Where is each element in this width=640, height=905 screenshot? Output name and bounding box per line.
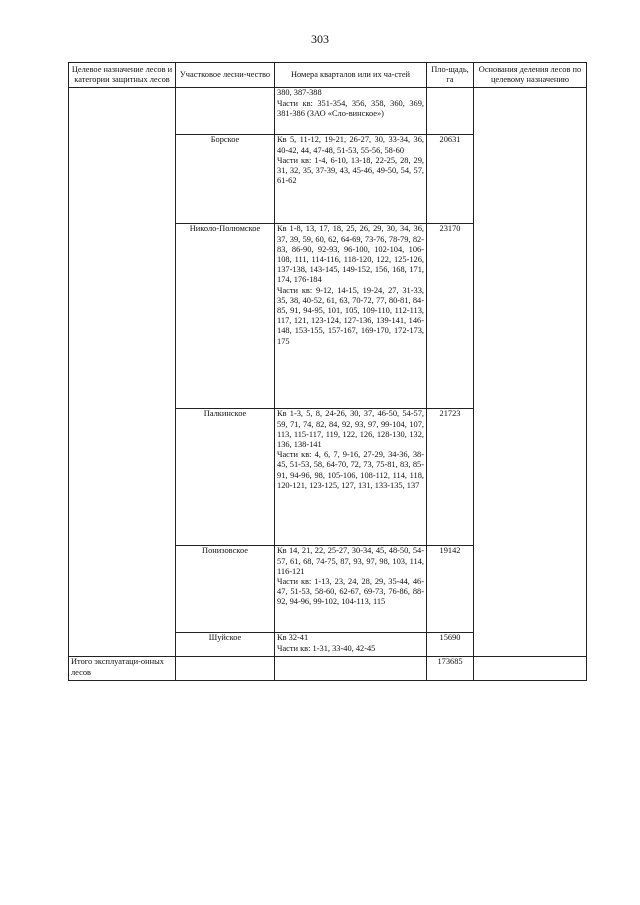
area-cell: 20631 xyxy=(427,135,474,224)
quarters-full: Кв 14, 21, 22, 25-27, 30-34, 45, 48-50, 54-57, 61, 68, 74-75, 87, 93, 97, 98, 103, 114, 116-121 xyxy=(277,546,424,576)
table-row xyxy=(69,88,587,135)
area-cell: 15690 xyxy=(427,633,474,657)
quarters-full: Кв 32-41 xyxy=(277,633,309,643)
total-row xyxy=(69,657,587,681)
basis-cell xyxy=(474,88,587,657)
quarters-full: Кв 1-3, 5, 8, 24-26, 30, 37, 46-50, 54-57, 59, 71, 74, 82, 84, 92, 93, 97, 99-104, 107, 113, 115-117, 119, 122, 126, 128-130, 132, 136, 138-141 xyxy=(277,409,424,450)
header-quarters: Номера кварталов или их ча-стей xyxy=(275,63,427,88)
quarters-cell xyxy=(275,88,427,135)
quarters-partial: Части кв: 351-354, 356, 358, 360, 369, 381-386 (ЗАО «Сло-винское») xyxy=(277,98,424,118)
total-forestry-cell xyxy=(176,657,275,681)
header-basis: Основания деления лесов по целевому назначению xyxy=(474,63,587,88)
total-quarters-cell xyxy=(275,657,427,681)
forestry-cell xyxy=(176,88,275,135)
quarters-full: Кв 5, 11-12, 19-21, 26-27, 30, 33-34, 36, 40-42, 44, 47-48, 51-53, 55-56, 58-60 xyxy=(277,135,424,155)
header-forestry: Участковое лесни-чество xyxy=(176,63,275,88)
quarters-partial: Части кв: 4, 6, 7, 9-16, 27-29, 34-36, 38-45, 51-53, 58, 64-70, 72, 73, 75-81, 83, 85-91, 94-96, 98, 105-106, 108-112, 114, 118, 120-121, 123-125, 127, 131, 133-135, 137 xyxy=(277,450,424,490)
quarters-cell xyxy=(275,633,427,657)
quarters-cell xyxy=(275,546,427,633)
forestry-cell: Шуйское xyxy=(176,633,275,657)
forestry-cell: Борское xyxy=(176,135,275,224)
quarters-cell xyxy=(275,409,427,546)
forestry-cell: Николо-Полюмское xyxy=(176,224,275,409)
page-number: 303 xyxy=(311,32,329,46)
area-cell: 21723 xyxy=(427,409,474,546)
total-label: Итого эксплуатаци-онных лесов xyxy=(69,657,176,681)
header-purpose: Целевое назначение лесов и категории защитных лесов xyxy=(69,63,176,88)
quarters-partial: Части кв: 9-12, 14-15, 19-24, 27, 31-33, 35, 38, 40-52, 61, 63, 70-72, 77, 80-81, 84-85, 91, 94-95, 101, 105, 109-110, 112-113, 117, 121, 123-124, 127-136, 139-141, 146-148, 153-155, 157-167, 169-170, 172-173, 175 xyxy=(277,285,424,346)
total-basis-cell xyxy=(474,657,587,681)
area-cell: 19142 xyxy=(427,546,474,633)
forestry-cell: Понизовское xyxy=(176,546,275,633)
forestry-cell: Палкинское xyxy=(176,409,275,546)
quarters-full: 380, 387-388 xyxy=(277,88,322,98)
table-header-row xyxy=(69,63,587,88)
purpose-cell xyxy=(69,88,176,657)
forest-table xyxy=(68,62,587,681)
quarters-full: Кв 1-8, 13, 17, 18, 25, 26, 29, 30, 34, 36, 37, 39, 59, 60, 62, 64-69, 73-76, 78-79, 82-83, 86-90, 92-93, 96-100, 102-104, 106-108, 111, 114-116, 118-120, 122, 125-126, 137-138, 143-145, 149-152, 156, 168, 171, 174, 176-184 xyxy=(277,224,424,285)
quarters-cell xyxy=(275,224,427,409)
quarters-partial: Части кв: 1-4, 6-10, 13-18, 22-25, 28, 29, 31, 32, 35, 37-39, 43, 45-46, 49-50, 54, 57, 61-62 xyxy=(277,155,424,186)
area-cell: 23170 xyxy=(427,224,474,409)
quarters-partial: Части кв: 1-13, 23, 24, 28, 29, 35-44, 46-47, 51-53, 58-60, 62-67, 69-73, 76-86, 88-92, 94-96, 99-102, 104-113, 115 xyxy=(277,577,424,607)
quarters-cell xyxy=(275,135,427,224)
area-cell xyxy=(427,88,474,135)
quarters-partial: Части кв: 1-31, 33-40, 42-45 xyxy=(277,643,376,653)
total-area: 173685 xyxy=(427,657,474,681)
header-area: Пло-щадь, га xyxy=(427,63,474,88)
